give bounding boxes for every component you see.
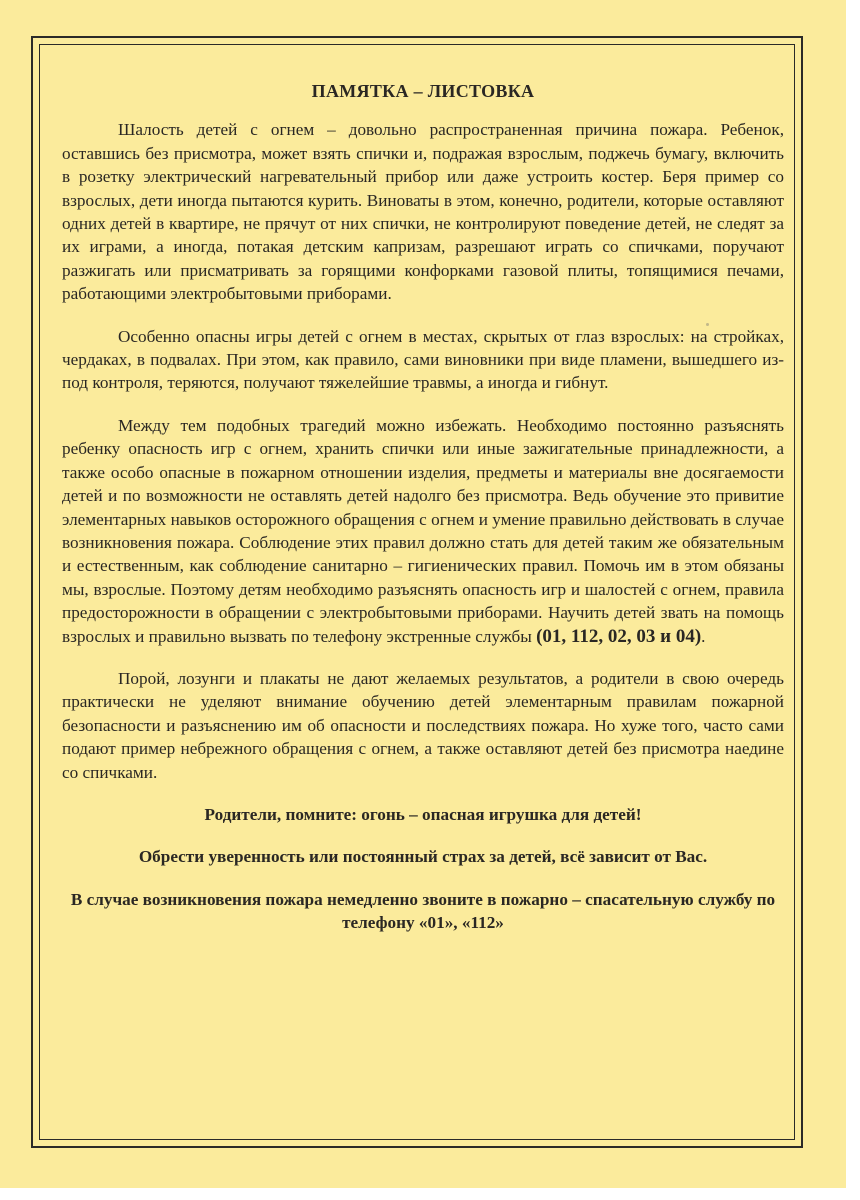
paragraph-3-end: . <box>701 626 706 646</box>
emergency-call-instruction: В случае возникновения пожара немедленно звоните в пожарно – спасательную службу по телефону «01», «112» <box>70 889 776 933</box>
confidence-line: Обрести уверенность или постоянный страх за детей, всё зависит от Вас. <box>138 847 708 867</box>
leaflet-title: ПАМЯТКА – ЛИСТОВКА <box>311 81 535 101</box>
paragraph-3 <box>62 414 784 648</box>
parents-reminder: Родители, помните: огонь – опасная игрушка для детей! <box>204 804 642 824</box>
paragraph-2: Особенно опасны игры детей с огнем в местах, скрытых от глаз взрослых: на стройках, чердаках, в подвалах. При этом, как правило, сами виновники при виде пламени, вышедшего из-под контроля, теряются, получают тяжелейшие травмы, а иногда и гибнут. <box>62 326 784 393</box>
paragraph-1: Шалость детей с огнем – довольно распространенная причина пожара. Ребенок, оставшись без присмотра, может взять спички и, подражая взрослым, поджечь бумагу, включить в розетку электрический нагревательный прибор или даже устроить костер. Беря пример со взрослых, дети иногда пытаются курить. Виноваты в этом, конечно, родители, которые оставляют одних детей в квартире, не прячут от них спички, не контролируют поведение детей, не следят за их играми, а иногда, потакая детским капризам, разрешают играть со спичками, поручают разжигать или присматривать за горящими конфорками газовой плиты, топящимися печами, работающими электробытовыми приборами. <box>62 120 784 304</box>
paragraph-3-text: Между тем подобных трагедий можно избежать. Необходимо постоянно разъяснять ребенку опасность игр с огнем, хранить спички или иные зажигательные принадлежности, а также особо опасные в пожарном отношении изделия, предметы и материалы вне досягаемости детей и по возможности не оставлять детей надолго без присмотра. Ведь обучение это привитие элементарных навыков осторожного обращения с огнем и умение правильно действовать в случае возникновения пожара. Соблюдение этих правил должно стать для детей таким же обязательным и естественным, как соблюдение санитарно – гигиенических правил. Помочь им в этом обязаны мы, взрослые. Поэтому детям необходимо разъяснять опасность игр и шалостей с огнем, правила предосторожности в обращении с электробытовыми приборами. Научить детей звать на помощь взрослых и правильно вызвать по телефону экстренные службы <box>62 415 784 646</box>
paragraph-4: Порой, лозунги и плакаты не дают желаемых результатов, а родители в свою очередь практически не уделяют внимание обучению детей элементарным правилам пожарной безопасности и разъяснению им об опасности и последствиях пожара. Но хуже того, часто сами подают пример небрежного обращения с огнем, а также оставляют детей без присмотра наедине со спичками. <box>62 668 784 782</box>
leaflet-content <box>62 80 784 954</box>
scan-speck <box>706 323 709 326</box>
emergency-phone-numbers: (01, 112, 02, 03 и 04) <box>536 625 702 647</box>
